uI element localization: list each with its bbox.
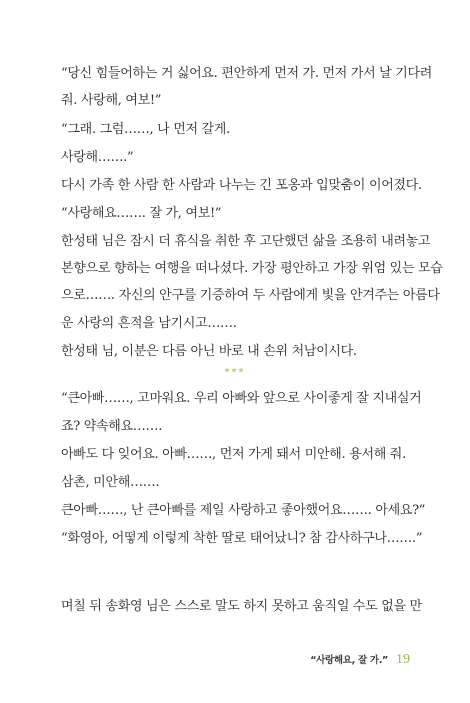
page-footer [310,652,410,670]
body-line: 한성태 님은 잠시 더 휴식을 취한 후 고단했던 삶을 조용히 내려놓고 [61,234,431,249]
body-line: “그래. 그럼……, 나 먼저 갈게. [61,122,230,137]
body-line: “당신 힘들어하는 거 싫어요. 편안하게 먼저 가. 먼저 가서 날 기다려 [61,66,433,81]
body-line: “사랑해요……. 잘 가, 여보!” [61,206,222,221]
section-break: *** [224,367,246,378]
body-line: 며칠 뒤 송화영 님은 스스로 말도 하지 못하고 움직일 수도 없을 만 [61,599,422,614]
body-line: 죠? 약속해요……. [61,419,163,434]
body-line: 다시 가족 한 사람 한 사람과 나누는 긴 포옹과 입맞춤이 이어졌다. [61,178,422,193]
body-line: 삼촌, 미안해……. [61,475,160,490]
running-title: “사랑해요, 잘 가.” [310,655,388,666]
body-line: 큰아빠……, 난 큰아빠를 제일 사랑하고 좋아했어요……. 아세요?” [61,503,426,518]
body-line: 운 사랑의 흔적을 남기시고……. [61,316,237,331]
body-line: 아빠도 다 잊어요. 아빠……, 먼저 가게 돼서 미안해. 용서해 줘. [61,447,406,462]
body-line: 본향으로 향하는 여행을 떠나셨다. 가장 평안하고 가장 위엄 있는 모습 [61,261,443,276]
body-line: 으로……. 자신의 안구를 기증하여 두 사람에게 빛을 안겨주는 아름다 [61,288,440,303]
body-line: 줘. 사랑해, 여보!” [61,93,162,108]
body-line: 한성태 님, 이분은 다름 아닌 바로 내 손위 처남이시다. [61,344,357,359]
page-number: 19 [396,652,410,667]
body-line: 사랑해…….” [61,150,134,165]
body-line: “큰아빠……, 고마워요. 우리 아빠와 앞으로 사이좋게 잘 지내실거 [61,391,422,406]
body-line: “화영아, 어떻게 이렇게 착한 딸로 태어났니? 참 감사하구나…….” [61,531,423,546]
